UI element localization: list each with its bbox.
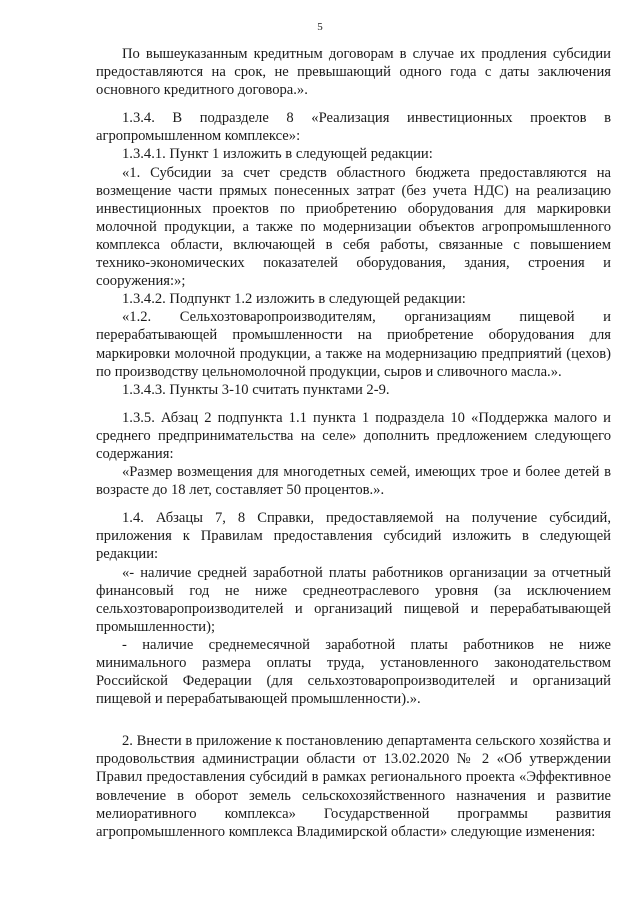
paragraph-2: 2. Внести в приложение к постановлению департамента сельского хозяйства и продовольствия администрации области от 13.02.2020 № 2 «Об утверждении Правил предоставления субсидий в рамках регионального проекта «Эффективное вовлечение в оборот земель сельскохозяйственного назначения и развитие мелиоративного комплекса» Государственной программы развития агропромышленного комплекса Владимирской области» следующие изменения: (96, 733, 611, 840)
page-number: 5 (317, 21, 323, 33)
paragraph-average-salary: «- наличие средней заработной платы работников организации за отчетный финансовый год не ниже среднеотраслевого уровня (за исключением сельхозтоваропроизводителей и организаций пищевой и перерабатывающей промышленности); (96, 564, 611, 635)
paragraph-subsidy-point-1: «1. Субсидии за счет средств областного бюджета предоставляются на возмещение части прямых понесенных затрат (без учета НДС) на реализацию инвестиционных проектов по приобретению оборудования для маркировки молочной продукции, а также по модернизации объектов агропромышленного комплекса области, включающей в себя работы, связанные с повышением технико-экономических показателей оборудования, здания, строения и сооружения:»; (96, 164, 611, 290)
document-body (96, 45, 611, 841)
paragraph-large-families: «Размер возмещения для многодетных семей, имеющих трое и более детей в возрасте до 18 лет, составляет 50 процентов.». (96, 464, 611, 499)
paragraph-1-3-4: 1.3.4. В подразделе 8 «Реализация инвестиционных проектов в агропромышленном комплексе»: (96, 110, 611, 145)
paragraph-1-3-4-3: 1.3.4.3. Пункты 3-10 считать пунктами 2-9. (122, 381, 390, 398)
paragraph-minimum-wage: - наличие среднемесячной заработной платы работников не ниже минимального размера оплаты труда, установленного законодательством Российской Федерации (для сельхозтоваропроизводителей и организаций пищевой и перерабатывающей промышленности).». (96, 636, 611, 708)
paragraph-1-3-5: 1.3.5. Абзац 2 подпункта 1.1 пункта 1 подраздела 10 «Поддержка малого и среднего предпринимательства на селе» дополнить предложением следующего содержания: (96, 409, 611, 462)
paragraph-subpoint-1-2: «1.2. Сельхозтоваропроизводителям, организациям пищевой и перерабатывающей промышленности на приобретение оборудования для маркировки молочной продукции, а также на модернизацию предприятий (цехов) по производству цельномолочной продукции, сыров и сливочного масла.». (96, 309, 611, 380)
paragraph-1-4: 1.4. Абзацы 7, 8 Справки, предоставляемой на получение субсидий, приложения к Правилам предоставления субсидий изложить в следующей редакции: (96, 510, 611, 563)
paragraph-1-3-4-2: 1.3.4.2. Подпункт 1.2 изложить в следующей редакции: (122, 291, 466, 308)
paragraph-1-3-4-1: 1.3.4.1. Пункт 1 изложить в следующей редакции: (122, 146, 433, 163)
paragraph-credit-agreements: По вышеуказанным кредитным договорам в случае их продления субсидии предоставляются на срок, не превышающий одного года с даты заключения основного кредитного договора.». (96, 46, 611, 99)
